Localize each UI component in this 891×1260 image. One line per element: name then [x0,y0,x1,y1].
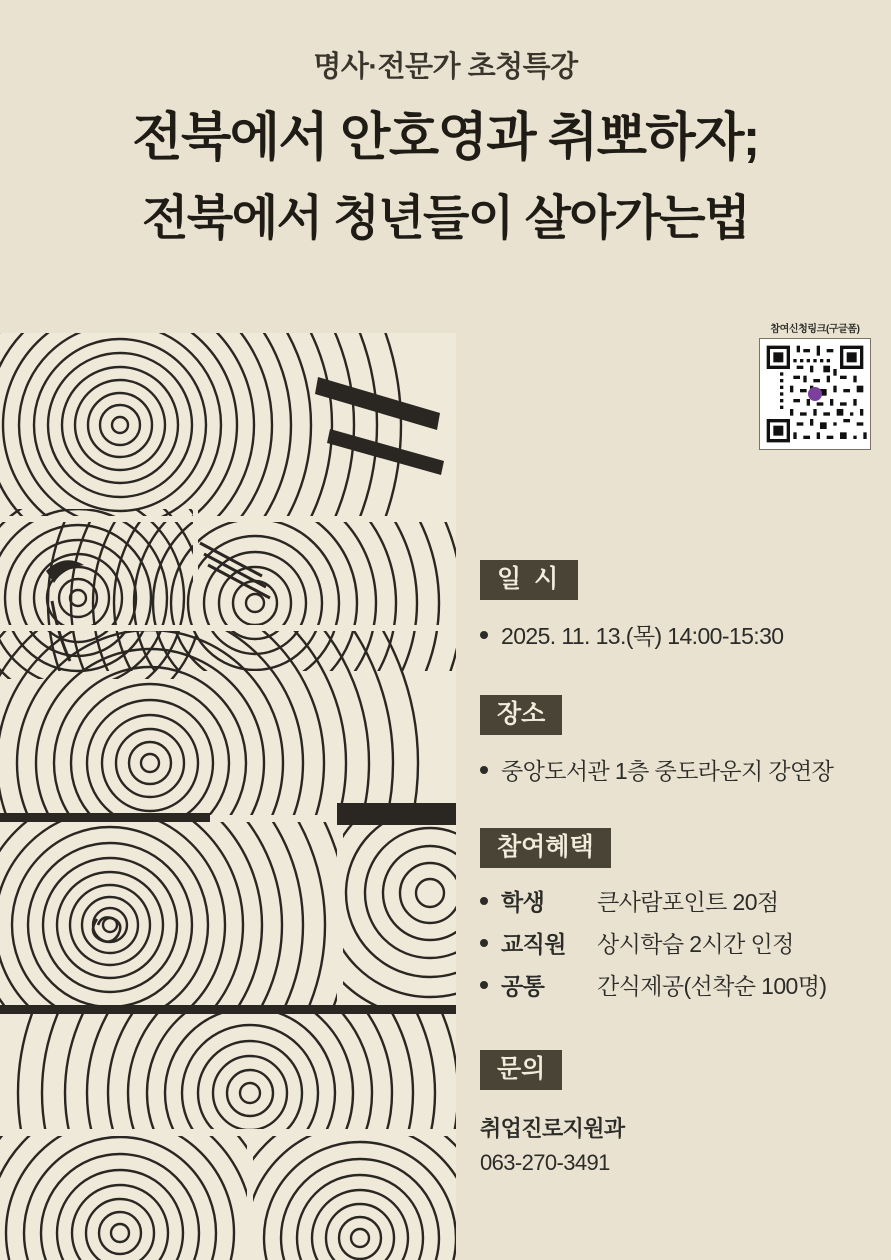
section-label-datetime: 일 시 [480,560,578,600]
section-label-benefits: 참여혜택 [480,828,611,868]
poster-title-line-2: 전북에서 청년들이 살아가는법 [142,192,749,246]
benefit-key: 공통 [501,973,545,999]
datetime-value: 2025. 11. 13.(목) 14:00-15:30 [501,623,784,649]
section-label-place: 장소 [480,695,562,735]
benefit-value: 상시학습 2시간 인정 [597,931,794,957]
bullet-icon [480,897,488,905]
qr-caption: 참여신청링크(구글폼) [770,324,860,335]
benefit-key: 학생 [501,889,545,915]
benefit-value: 간식제공(선착순 100명) [597,973,827,999]
contact-block [480,1112,880,1180]
benefit-key: 교직원 [501,931,566,957]
list-item [480,926,880,959]
poster-title [0,108,891,248]
spacer [480,786,880,828]
bullet-icon [480,766,488,774]
qr-section [757,320,873,450]
bullet-icon [480,939,488,947]
benefits-list [480,884,880,1001]
contact-org: 취업진로지원과 [480,1116,625,1141]
datetime-item [480,618,880,651]
spacer [480,1010,880,1050]
list-item [480,884,880,917]
wood-rings-illustration [0,333,456,1260]
contact-phone: 063-270-3491 [480,1150,610,1176]
qr-code-icon[interactable] [759,338,871,450]
section-label-contact: 문의 [480,1050,562,1090]
benefit-value: 큰사람포인트 20점 [597,889,779,915]
place-value: 중앙도서관 1층 중도라운지 강연장 [501,758,834,784]
list-item [480,968,880,1001]
poster-eyebrow: 명사·전문가 초청특강 [313,51,578,83]
spacer [480,651,880,695]
place-item [480,753,880,786]
bullet-icon [480,981,488,989]
poster-title-line-1: 전북에서 안호영과 취뽀하자; [132,109,759,167]
bullet-icon [480,631,488,639]
info-column [480,560,880,1180]
